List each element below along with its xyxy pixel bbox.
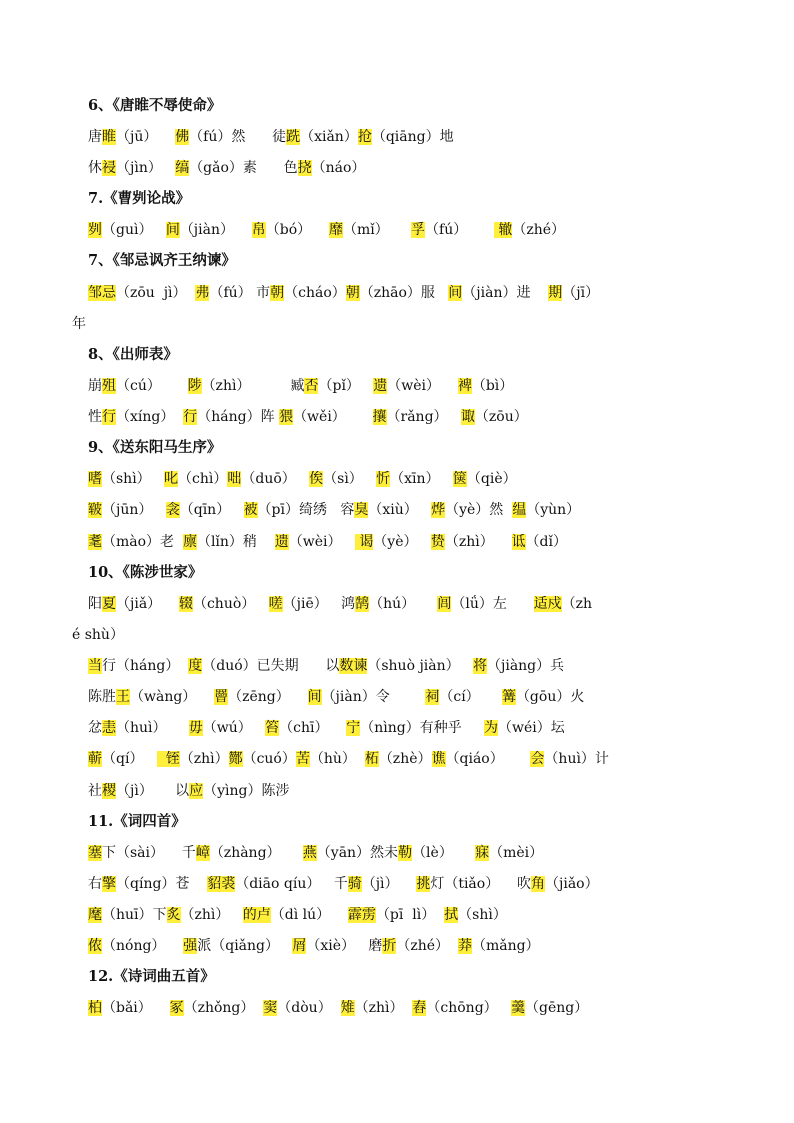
line-text: （wèi） (288, 534, 355, 550)
line-text: （mào）老 (102, 534, 183, 550)
highlighted-character: 宁 (346, 720, 361, 736)
highlighted-character: 当 (88, 658, 102, 674)
highlighted-character: 莽 (457, 938, 472, 954)
line-text: 7.《曹刿论战》 (88, 190, 191, 207)
line-text: （fú） (425, 222, 494, 238)
section-heading (88, 345, 178, 365)
line-text: （huì）计 (544, 751, 609, 767)
line-text: 7、《邹忌讽齐王纳谏》 (88, 252, 236, 269)
line-text: （xiè） 磨 (306, 938, 383, 954)
line-text: （diāo qíu） 千 (235, 876, 348, 892)
highlighted-character: 臭 (354, 502, 369, 518)
highlighted-character: 寐 (475, 845, 490, 861)
line-text: （chì） (178, 471, 228, 487)
line-text: （náo） (311, 160, 366, 176)
line-text: （cú） (116, 378, 188, 394)
vocab-line (72, 625, 124, 645)
line-text: （jìn） (116, 160, 176, 176)
highlighted-character: 燕 (302, 845, 317, 861)
highlighted-character: 咄 (227, 471, 242, 487)
line-text: （qiāng）地 (371, 129, 454, 145)
line-text: （zhì） 臧 (201, 378, 305, 394)
line-text: （yè）然 (445, 502, 513, 518)
highlighted-character: 烨 (431, 502, 446, 518)
line-text: （dòu） (277, 1000, 341, 1016)
line-text: 右 (88, 876, 102, 892)
highlighted-character: 恚 (102, 720, 116, 736)
vocab-line (88, 376, 513, 396)
highlighted-character: 柏 (88, 1000, 102, 1016)
line-text: （zōu jì） (116, 285, 196, 301)
line-text: 10、《陈涉世家》 (88, 564, 203, 581)
highlighted-character: 箧 (452, 471, 467, 487)
highlighted-character: 应 (189, 783, 204, 799)
highlighted-character: 适戍 (533, 596, 562, 612)
line-text: 休 (88, 160, 102, 176)
line-text: 陈胜 (88, 689, 116, 705)
line-text: （xiù） (368, 502, 432, 518)
highlighted-character: 骑 (347, 876, 362, 892)
line-text: 11.《词四首》 (88, 813, 186, 830)
highlighted-character: 朝 (270, 285, 285, 301)
highlighted-character: 铚 (156, 751, 180, 767)
highlighted-character: 稷 (102, 783, 116, 799)
highlighted-character: 貂裘 (207, 876, 236, 892)
line-text: 9、《送东阳马生序》 (88, 439, 222, 456)
line-text: 阳 (88, 596, 102, 612)
highlighted-character: 遗 (274, 534, 289, 550)
highlighted-character: 勒 (398, 845, 413, 861)
highlighted-character: 罾 (214, 689, 229, 705)
highlighted-character: 擎 (102, 876, 116, 892)
section-heading (88, 438, 221, 458)
section-heading (88, 563, 202, 583)
line-text: （yùn） (526, 502, 581, 518)
highlighted-character: 苦 (295, 751, 310, 767)
highlighted-character: 鹄 (355, 596, 370, 612)
highlighted-character: 猥 (279, 409, 294, 425)
vocab-line (88, 283, 599, 303)
line-text: （rǎng） (386, 409, 461, 425)
line-text: 行（háng） (102, 658, 189, 674)
line-text: （huì） (116, 720, 189, 736)
line-text: （duō） (241, 471, 310, 487)
line-text: （zhàng） (209, 845, 303, 861)
highlighted-character: 诋 (511, 534, 526, 550)
line-text: （jū） (116, 129, 176, 145)
line-text: 性 (88, 409, 102, 425)
line-text: （wéi）坛 (498, 720, 565, 736)
highlighted-character: 叱 (164, 471, 179, 487)
highlighted-character: 诹 (460, 409, 475, 425)
vocab-line (88, 594, 592, 614)
line-text: （zhì） (179, 751, 229, 767)
highlighted-character: 陟 (187, 378, 202, 394)
line-text: （zēng） (228, 689, 308, 705)
line-text: 8、《出师表》 (88, 346, 178, 363)
vocab-line (88, 500, 580, 520)
line-text: （duó）已失期 以 (202, 658, 340, 674)
highlighted-character: 辍 (178, 596, 193, 612)
highlighted-character: 辙 (493, 222, 513, 238)
line-text: （huī）下 (102, 907, 167, 923)
highlighted-character: 殂 (102, 378, 116, 394)
highlighted-character: 被 (243, 502, 258, 518)
line-text: 唐 (88, 129, 102, 145)
vocab-line (88, 407, 528, 427)
highlighted-character: 孚 (411, 222, 426, 238)
line-text: （yè） (373, 534, 431, 550)
highlighted-character: 间 (448, 285, 463, 301)
line-text: （qí） (102, 751, 157, 767)
highlighted-character: 朝 (345, 285, 360, 301)
line-text: （wú） (202, 720, 266, 736)
highlighted-character: 皲 (88, 502, 102, 518)
vocab-line (88, 998, 588, 1018)
highlighted-character: 为 (484, 720, 498, 736)
highlighted-character: 屑 (292, 938, 307, 954)
line-text: （chōng） (426, 1000, 512, 1016)
vocab-line (88, 127, 454, 147)
highlighted-character: 谯 (431, 751, 446, 767)
highlighted-character: 嗟 (268, 596, 283, 612)
highlighted-character: 篝 (501, 689, 516, 705)
line-text: （wèi） (387, 378, 458, 394)
vocab-line (88, 905, 507, 925)
line-text: （zh (561, 596, 592, 612)
line-text: （jī） (562, 285, 600, 301)
line-text: （qiáo） (445, 751, 531, 767)
highlighted-character: 角 (531, 876, 546, 892)
line-text: （jiàn）进 (462, 285, 549, 301)
line-text: （jiàn）令 (321, 689, 426, 705)
highlighted-character: 夏 (102, 596, 116, 612)
line-text: 灯（tiǎo） 吹 (430, 876, 532, 892)
line-text: （pī lì） (375, 907, 445, 923)
line-text: （zhé） (396, 938, 458, 954)
highlighted-character: 俟 (309, 471, 324, 487)
line-text: （chuò） (192, 596, 269, 612)
line-text: （zhì） (180, 907, 243, 923)
highlighted-character: 廪 (182, 534, 197, 550)
highlighted-character: 酂 (228, 751, 243, 767)
highlighted-character: 笞 (265, 720, 280, 736)
highlighted-character: 毋 (188, 720, 203, 736)
line-text: （pī）绮绣 容 (257, 502, 355, 518)
line-text: （shì） (458, 907, 507, 923)
line-text: （gēng） (525, 1000, 589, 1016)
highlighted-character: 裨 (457, 378, 472, 394)
highlighted-character: 侬 (88, 938, 102, 954)
line-text: （jūn） (102, 502, 166, 518)
highlighted-character: 拭 (444, 907, 459, 923)
line-text: （jiàng）兵 (487, 658, 565, 674)
vocab-line (88, 158, 365, 178)
highlighted-character: 忻 (376, 471, 391, 487)
line-text: （bì） (471, 378, 514, 394)
line-text: （xiǎn） (300, 129, 358, 145)
vocab-line (88, 687, 584, 707)
highlighted-character: 炙 (166, 907, 181, 923)
line-text: （yìng）陈涉 (203, 783, 290, 799)
highlighted-character: 会 (530, 751, 545, 767)
line-text: 6、《唐睢不辱使命》 (88, 97, 222, 114)
line-text: （bó） (265, 222, 329, 238)
highlighted-character: 睢 (102, 129, 116, 145)
line-text: （dì lú） (270, 907, 348, 923)
line-text: é shù） (72, 627, 124, 643)
line-text: （wěi） (293, 409, 373, 425)
highlighted-character: 抢 (357, 129, 372, 145)
highlighted-character: 霹雳 (347, 907, 376, 923)
vocab-line (88, 532, 567, 552)
highlighted-character: 刿 (88, 222, 102, 238)
highlighted-character: 佛 (175, 129, 190, 145)
vocab-line (88, 656, 564, 676)
highlighted-character: 期 (548, 285, 563, 301)
line-text: （bǎi） (102, 1000, 170, 1016)
line-text: （nìng）有种乎 (360, 720, 484, 736)
line-text: （cuó） (242, 751, 296, 767)
vocab-line (88, 781, 289, 801)
vocab-line (88, 718, 565, 738)
line-text: （fú） 市 (209, 285, 271, 301)
line-text: 社 (88, 783, 102, 799)
highlighted-character: 间 (307, 689, 322, 705)
line-text: （mǎng） (471, 938, 540, 954)
highlighted-character: 强 (183, 938, 198, 954)
line-text: （nóng） (102, 938, 184, 954)
line-text: （qíng）苍 (116, 876, 208, 892)
line-text: 忿 (88, 720, 102, 736)
line-text: （jiàn） (179, 222, 252, 238)
line-text: （hù） (309, 751, 365, 767)
highlighted-character: 羹 (511, 1000, 526, 1016)
highlighted-character: 跣 (286, 129, 301, 145)
highlighted-character: 缟 (175, 160, 190, 176)
line-text: 崩 (88, 378, 102, 394)
highlighted-character: 否 (304, 378, 319, 394)
line-text: （sì） (323, 471, 377, 487)
highlighted-character: 间 (165, 222, 180, 238)
line-text: （yān）然未 (316, 845, 399, 861)
line-text: （fú）然 徒 (189, 129, 287, 145)
highlighted-character: 嗜 (88, 471, 102, 487)
line-text: （jiē） 鸿 (282, 596, 356, 612)
highlighted-character: 邹忌 (88, 285, 116, 301)
section-heading (88, 251, 236, 271)
highlighted-character: 行 (183, 409, 198, 425)
line-text: （wàng） (130, 689, 215, 705)
line-text: （cháo） (284, 285, 346, 301)
line-text: （zhè） (378, 751, 432, 767)
vocab-line (88, 749, 609, 769)
line-text: （jì） 以 (116, 783, 190, 799)
line-text: （gōu）火 (515, 689, 585, 705)
line-text: （pǐ） (318, 378, 374, 394)
section-heading (88, 967, 215, 987)
line-text: （háng）阵 (197, 409, 280, 425)
highlighted-character: 靡 (329, 222, 343, 238)
line-text: （cí） (439, 689, 502, 705)
line-text: 派（qiǎng） (197, 938, 293, 954)
line-text: （hú） (369, 596, 438, 612)
highlighted-character: 舂 (412, 1000, 427, 1016)
highlighted-character: 麾 (88, 907, 102, 923)
line-text: （mǐ） (343, 222, 412, 238)
vocab-line (88, 936, 540, 956)
highlighted-character: 贽 (430, 534, 445, 550)
line-text: （qīn） (179, 502, 244, 518)
line-text: （zhǒng） (183, 1000, 264, 1016)
line-text: （gǎo）素 色 (189, 160, 298, 176)
line-text: （jì） (361, 876, 417, 892)
highlighted-character: 度 (188, 658, 203, 674)
highlighted-character: 衾 (165, 502, 180, 518)
line-text: （zhé） (512, 222, 566, 238)
vocab-line (88, 843, 543, 863)
highlighted-character: 的卢 (242, 907, 271, 923)
line-text: （jiǎ） (116, 596, 179, 612)
highlighted-character: 柘 (364, 751, 379, 767)
line-text: （mèi） (489, 845, 544, 861)
line-text: （shì） (102, 471, 165, 487)
highlighted-character: 缊 (512, 502, 527, 518)
vocab-line (88, 469, 517, 489)
highlighted-character: 挠 (297, 160, 312, 176)
highlighted-character: 祠 (425, 689, 440, 705)
highlighted-character: 谒 (354, 534, 374, 550)
vocab-line (88, 220, 565, 240)
highlighted-character: 冢 (169, 1000, 184, 1016)
highlighted-character: 窦 (263, 1000, 278, 1016)
line-text: （zhì） (354, 1000, 413, 1016)
highlighted-character: 闾 (437, 596, 452, 612)
line-text: （lǐn）稍 (196, 534, 275, 550)
section-heading (88, 812, 186, 832)
line-text: （chī） (279, 720, 347, 736)
line-text: （zhāo）服 (359, 285, 449, 301)
section-heading (88, 96, 221, 116)
line-text: （shuò jiàn） (367, 658, 473, 674)
line-text: （xīn） (390, 471, 453, 487)
highlighted-character: 塞 (88, 845, 102, 861)
line-text: （guì） (102, 222, 166, 238)
highlighted-character: 嶂 (195, 845, 210, 861)
line-text: （lè） (412, 845, 476, 861)
highlighted-character: 蕲 (88, 751, 102, 767)
line-text: 12.《诗词曲五首》 (88, 968, 215, 985)
highlighted-character: 王 (116, 689, 130, 705)
vocab-line (72, 314, 86, 334)
highlighted-character: 祲 (102, 160, 116, 176)
highlighted-character: 行 (102, 409, 116, 425)
line-text: （xíng） (116, 409, 184, 425)
line-text: （zhì） (444, 534, 512, 550)
line-text: （zōu） (474, 409, 528, 425)
highlighted-character: 弗 (195, 285, 210, 301)
highlighted-character: 将 (473, 658, 487, 674)
line-text: 年 (72, 316, 86, 332)
highlighted-character: 雉 (340, 1000, 355, 1016)
vocab-line (88, 874, 599, 894)
line-text: （qiè） (466, 471, 517, 487)
line-text: （jiǎo） (545, 876, 599, 892)
highlighted-character: 攘 (372, 409, 387, 425)
highlighted-character: 耄 (88, 534, 102, 550)
line-text: （dǐ） (525, 534, 567, 550)
line-text: （lǘ）左 (451, 596, 534, 612)
highlighted-character: 挑 (416, 876, 431, 892)
section-heading (88, 189, 190, 209)
highlighted-character: 折 (382, 938, 397, 954)
line-text: 下（sài） 千 (102, 845, 196, 861)
highlighted-character: 数谏 (339, 658, 368, 674)
highlighted-character: 遗 (373, 378, 388, 394)
highlighted-character: 帛 (251, 222, 266, 238)
